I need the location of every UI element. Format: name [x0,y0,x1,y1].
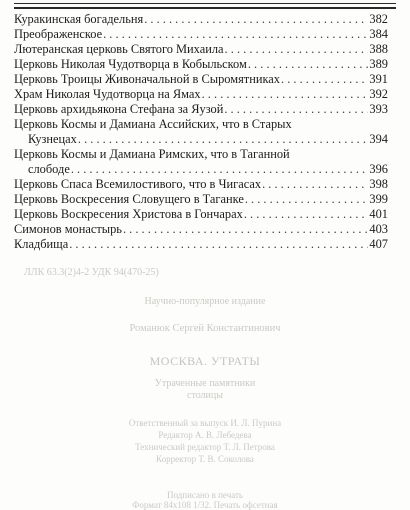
toc-entry-page: 392 [369,87,388,101]
imprint-subtitle-2: столицы [187,390,223,401]
toc-entry [14,87,388,102]
toc-leader-dots [69,237,368,252]
toc-leader-dots [144,12,368,27]
toc-entry-page: 407 [369,237,388,251]
toc-entry [14,57,388,72]
imprint-print-info: Подписано в печать [166,490,244,500]
toc-entry-title-line1: Церковь Космы и Дамиана Римских, что в Таганной [14,147,290,161]
toc-entry [14,27,388,42]
toc-entry-title: Куракинская богадельня [14,12,144,26]
toc-entry [14,42,388,57]
toc-leader-dots [123,222,368,237]
toc-entry-page: 398 [369,177,388,191]
imprint-credit: Корректор Т. В. Соколова [156,454,254,464]
toc-entry [14,192,388,207]
toc-leader-dots [103,27,368,42]
top-rule-thick [14,7,396,9]
toc-entry-page: 384 [369,27,388,41]
imprint-classification: ЛЛК 63.3(2)4-2 УДК 94(470-25) [24,267,159,278]
toc-leader-dots [248,57,369,72]
toc-leader-dots [202,87,369,102]
toc-leader-dots [281,72,368,87]
toc-entry-title: Церковь Спаса Всемилостивого, что в Чигасах [14,177,262,191]
imprint-credit: Ответственный за выпуск И. Л. Пурина [128,418,282,428]
toc-entry [14,12,388,27]
toc-entry-title: Храм Николая Чудотворца на Ямах [14,87,201,101]
toc-entry-title: Церковь архидьякона Стефана за Яузой [14,102,224,116]
toc-entry-title: Лютеранская церковь Святого Михаила [14,42,224,56]
toc-entry [14,222,388,237]
imprint-credit: Технический редактор Т. Л. Петрова [135,442,275,452]
toc-leader-dots [225,42,369,57]
toc-entry [14,207,388,222]
imprint-book-title: МОСКВА. УТРАТЫ [149,354,261,368]
toc-leader-dots [71,162,369,177]
toc-entry [14,117,388,147]
toc-entry-page: 382 [369,12,388,26]
toc-leader-dots [78,132,369,147]
toc-entry-page: 401 [369,207,388,221]
toc-entry-title: Кладбища [14,237,69,251]
toc-entry [14,177,388,192]
toc-entry-page: 396 [369,162,388,176]
toc-entry-page: 403 [369,222,388,236]
top-rule [14,3,396,4]
table-of-contents [14,12,388,252]
toc-entry [14,102,388,117]
toc-leader-dots [245,192,369,207]
toc-entry-page: 394 [369,132,388,146]
toc-entry-page: 391 [369,72,388,86]
toc-entry-title-line2: слободе [28,162,70,176]
imprint-subtitle: Утраченные памятники [154,378,256,389]
imprint-author: Романюк Сергей Константинович [129,323,281,334]
toc-entry-page: 388 [369,42,388,56]
imprint-credit: Редактор А. В. Лебедева [158,430,252,440]
toc-entry [14,237,388,252]
toc-leader-dots [262,177,368,192]
toc-entry-title-line1: Церковь Космы и Дамиана Ассийских, что в Старых [14,117,292,131]
toc-leader-dots [244,207,369,222]
toc-entry-page: 389 [369,57,388,71]
toc-leader-dots [224,102,368,117]
toc-entry [14,72,388,87]
toc-entry [14,147,388,177]
toc-entry-title: Церковь Троицы Живоначальной в Сыромятниках [14,72,280,86]
imprint-print-info: Формат 84х108 1/32. Печать офсетная [132,500,278,510]
toc-entry-title: Церковь Воскресения Христова в Гончарах [14,207,243,221]
toc-entry-page: 393 [369,102,388,116]
toc-entry-title: Церковь Николая Чудотворца в Кобыльском [14,57,247,71]
toc-entry-title-line2: Кузнецах [28,132,77,146]
toc-entry-title: Церковь Воскресения Словущего в Таганке [14,192,244,206]
toc-entry-title: Симонов монастырь [14,222,122,236]
imprint-genre: Научно-популярное издание [144,296,266,307]
toc-entry-title: Преображенское [14,27,103,41]
toc-entry-page: 399 [369,192,388,206]
